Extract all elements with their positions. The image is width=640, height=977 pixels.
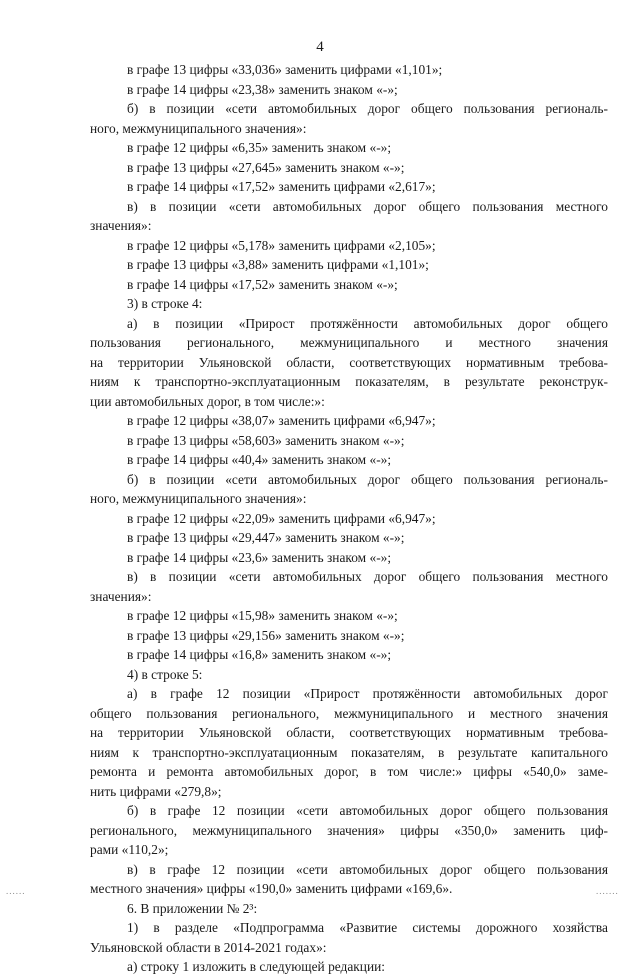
text-line: ного, межмуниципального значения»: xyxy=(90,491,307,506)
text-line: в) в позиции «сети автомобильных дорог общего пользования местного xyxy=(127,569,608,584)
text-line: 6. В приложении № 2³: xyxy=(127,900,258,916)
text-line: нить цифрами «279,8»; xyxy=(90,783,222,799)
text-line: б) в позиции «сети автомобильных дорог общего пользования региональ- xyxy=(127,471,608,487)
text-line: в графе 13 цифры «29,156» заменить знаком «-»; xyxy=(127,627,405,643)
text-line: Ульяновской области в 2014-2021 годах»: xyxy=(90,939,327,955)
text-line: 1) в разделе «Подпрограмма «Развитие системы дорожного хозяйства xyxy=(127,920,608,935)
text-line: регионального, межмуниципального значения» цифры «350,0» заменить циф- xyxy=(90,822,608,838)
text-line: на территории Ульяновской области, соответствующих нормативным требова- xyxy=(90,725,608,740)
text-line: в графе 12 цифры «15,98» заменить знаком «-»; xyxy=(127,608,398,623)
text-line: в графе 13 цифры «27,645» заменить знаком «-»; xyxy=(127,159,405,175)
text-line: в графе 12 цифры «38,07» заменить цифрами «6,947»; xyxy=(127,413,436,428)
text-line: в графе 14 цифры «23,38» заменить знаком «-»; xyxy=(127,81,398,97)
page-number: 4 xyxy=(316,39,324,55)
text-line: в) в позиции «сети автомобильных дорог общего пользования местного xyxy=(127,198,608,214)
text-line: в графе 14 цифры «17,52» заменить цифрами «2,617»; xyxy=(127,179,436,194)
text-line: общего пользования регионального, межмуниципального и местного значения xyxy=(90,705,608,721)
text-line: ции автомобильных дорог, в том числе:»: xyxy=(90,393,325,409)
text-line: а) в позиции «Прирост протяжённости автомобильных дорог общего xyxy=(127,315,608,331)
text-line: б) в графе 12 позиции «сети автомобильных дорог общего пользования xyxy=(127,803,608,818)
text-line: в графе 14 цифры «17,52» заменить знаком «-»; xyxy=(127,276,398,292)
text-line: значения»: xyxy=(90,588,152,604)
text-line: на территории Ульяновской области, соответствующих нормативным требова- xyxy=(90,354,608,370)
text-line: б) в позиции «сети автомобильных дорог общего пользования региональ- xyxy=(127,101,608,116)
text-line: в графе 14 цифры «23,6» заменить знаком «-»; xyxy=(127,549,392,565)
scan-mark-left: ...... xyxy=(6,886,26,896)
scan-mark-right: ....... xyxy=(596,886,619,896)
text-line: ремонта и ремонта автомобильных дорог, в том числе:» цифры «540,0» заме- xyxy=(90,764,608,779)
text-line: 3) в строке 4: xyxy=(127,296,203,311)
text-line: в графе 12 цифры «5,178» заменить цифрами «2,105»; xyxy=(127,237,436,253)
text-line: в) в графе 12 позиции «сети автомобильных дорог общего пользования xyxy=(127,861,608,877)
text-line: ного, межмуниципального значения»: xyxy=(90,120,307,136)
text-line: местного значения» цифры «190,0» заменить цифрами «169,6». xyxy=(90,881,453,896)
text-line: в графе 13 цифры «29,447» заменить знаком «-»; xyxy=(127,530,405,545)
text-line: пользования регионального, межмуниципального и местного значения xyxy=(90,335,608,350)
text-line: в графе 13 цифры «3,88» заменить цифрами «1,101»; xyxy=(127,257,429,272)
text-line: в графе 14 цифры «16,8» заменить знаком «-»; xyxy=(127,647,392,662)
text-line: в графе 12 цифры «22,09» заменить цифрами «6,947»; xyxy=(127,510,436,526)
text-line: 4) в строке 5: xyxy=(127,666,203,682)
text-line: а) в графе 12 позиции «Прирост протяжённости автомобильных дорог xyxy=(127,686,608,701)
text-line: ниям к транспортно-эксплуатационным показателям, в результате реконструк- xyxy=(90,374,608,389)
text-line: значения»: xyxy=(90,218,152,233)
text-line: в графе 13 цифры «33,036» заменить цифрами «1,101»; xyxy=(127,62,443,77)
text-line: в графе 12 цифры «6,35» заменить знаком «-»; xyxy=(127,140,392,155)
text-line: в графе 13 цифры «58,603» заменить знаком «-»; xyxy=(127,432,405,448)
text-line: рами «110,2»; xyxy=(90,842,169,857)
document-body xyxy=(90,60,608,977)
text-line: а) строку 1 изложить в следующей редакции: xyxy=(127,959,386,974)
text-line: в графе 14 цифры «40,4» заменить знаком «-»; xyxy=(127,452,392,467)
text-line: ниям к транспортно-эксплуатационным показателям, в результате капитального xyxy=(90,744,608,760)
